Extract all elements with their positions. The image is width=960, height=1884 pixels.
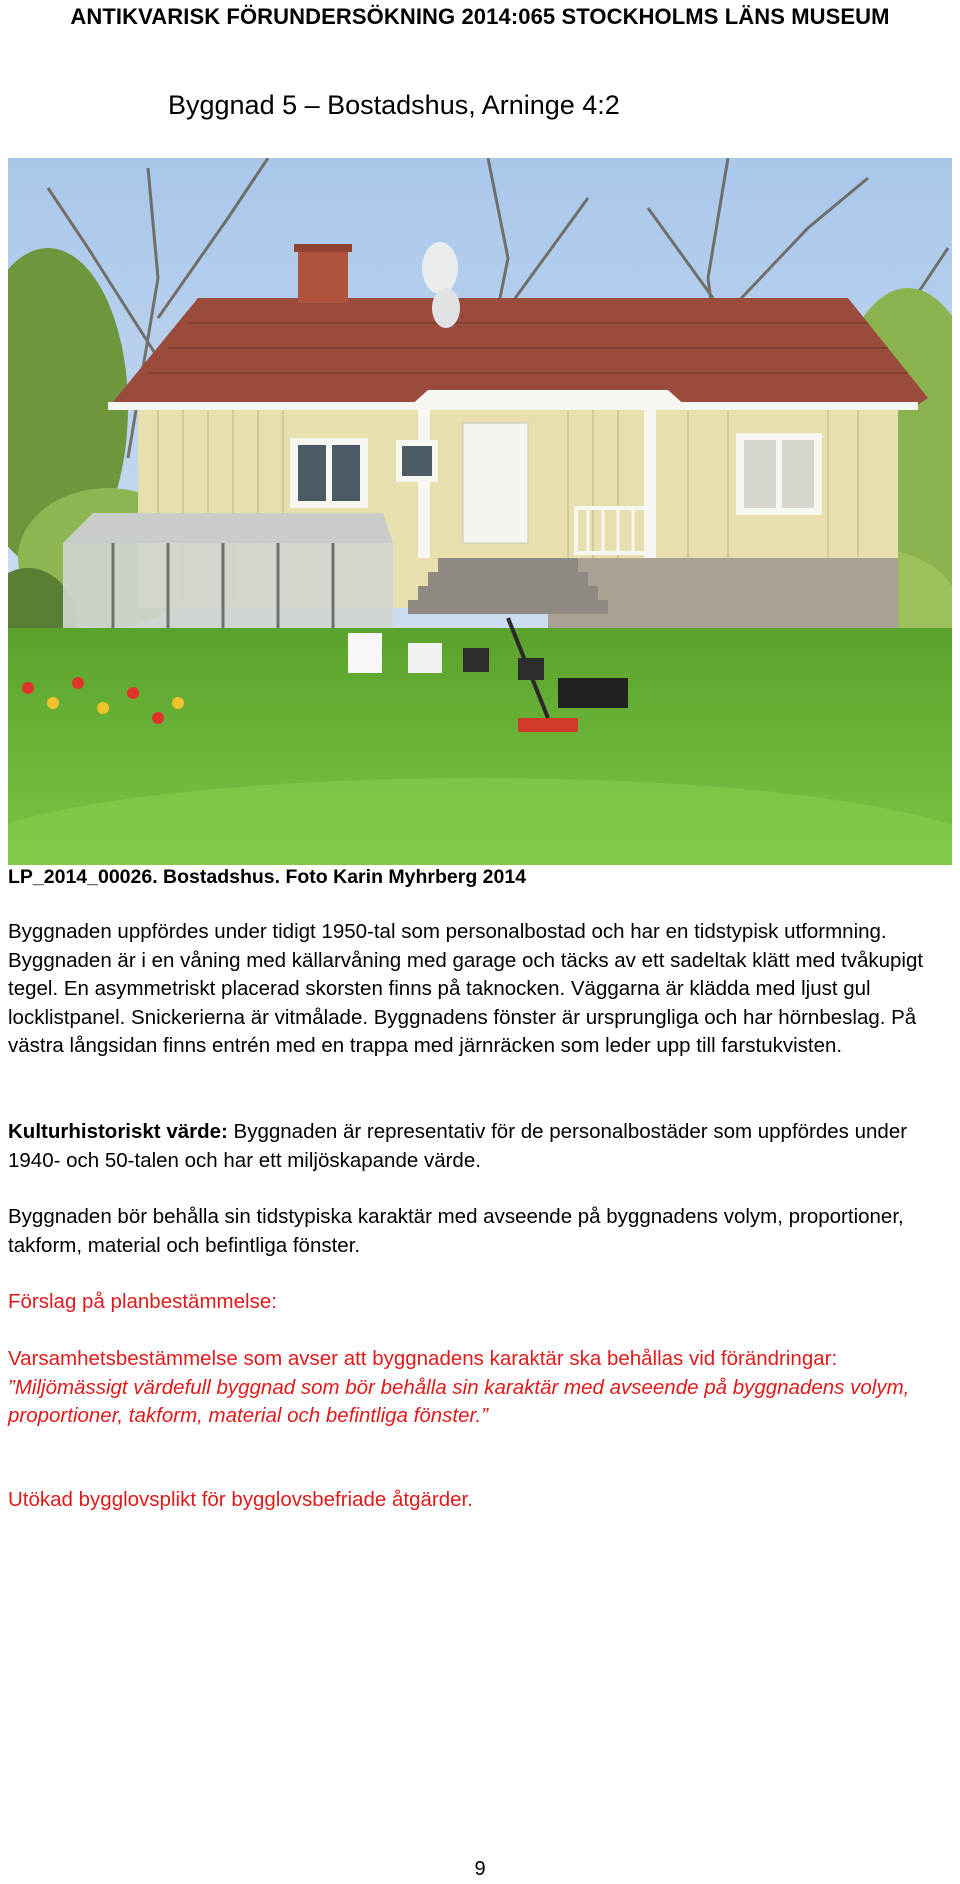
front-door (463, 423, 528, 543)
page-number: 9 (474, 1858, 486, 1880)
house-photo (8, 158, 952, 865)
chimney (298, 248, 348, 303)
cultural-value-label: Kulturhistoriskt värde: (8, 1120, 228, 1143)
satellite-dish (422, 242, 458, 294)
cultural-value-text: Byggnaden är representativ för de personalbostäder som uppfördes under 1940- och 50-talen och har ett miljöskapande värde. (8, 1120, 908, 1172)
basement-wall (548, 558, 898, 628)
preservation-paragraph: Byggnaden bör behålla sin tidstypiska karaktär med avseende på byggnadens volym, proportioner, takform, material och befintliga fönster. (8, 1205, 904, 1257)
permit-requirement: Utökad bygglovsplikt för bygglovsbefriade åtgärder. (8, 1488, 473, 1511)
porch-roof (408, 390, 688, 408)
figure-caption: LP_2014_00026. Bostadshus. Foto Karin Myhrberg 2014 (8, 866, 527, 888)
entrance-stairs (408, 558, 608, 614)
care-regulation-intro: Varsamhetsbestämmelse som avser att byggnadens karaktär ska behållas vid förändringar: (8, 1347, 838, 1370)
running-header: ANTIKVARISK FÖRUNDERSÖKNING 2014:065 STOCKHOLMS LÄNS MUSEUM (70, 4, 890, 29)
cultural-value-paragraph (8, 1118, 953, 1175)
section-title: Byggnad 5 – Bostadshus, Arninge 4:2 (168, 90, 620, 120)
care-regulation-paragraph (8, 1345, 953, 1431)
building-description: Byggnaden uppfördes under tidigt 1950-tal som personalbostad och har en tidstypisk utformning. Byggnaden är i en våning med källarvåning med garage och täcks av ett sadeltak klätt med tvåkupigt tegel. En asymmetriskt placerad skorsten finns på taknocken. Väggarna är klädda med ljust gul locklistpanel. Snickerierna är vitmålade. Byggnadens fönster är ursprungliga och har hörnbeslag. På västra långsidan finns entrén med en trappa med järnräcken som leder upp till farstukvisten. (8, 920, 924, 1057)
proposal-heading: Förslag på planbestämmelse: (8, 1290, 277, 1313)
care-regulation-quote: ”Miljömässigt värdefull byggnad som bör behålla sin karaktär med avseende på byggnadens volym, proportioner, takform, material och befintliga fönster.” (8, 1375, 910, 1427)
